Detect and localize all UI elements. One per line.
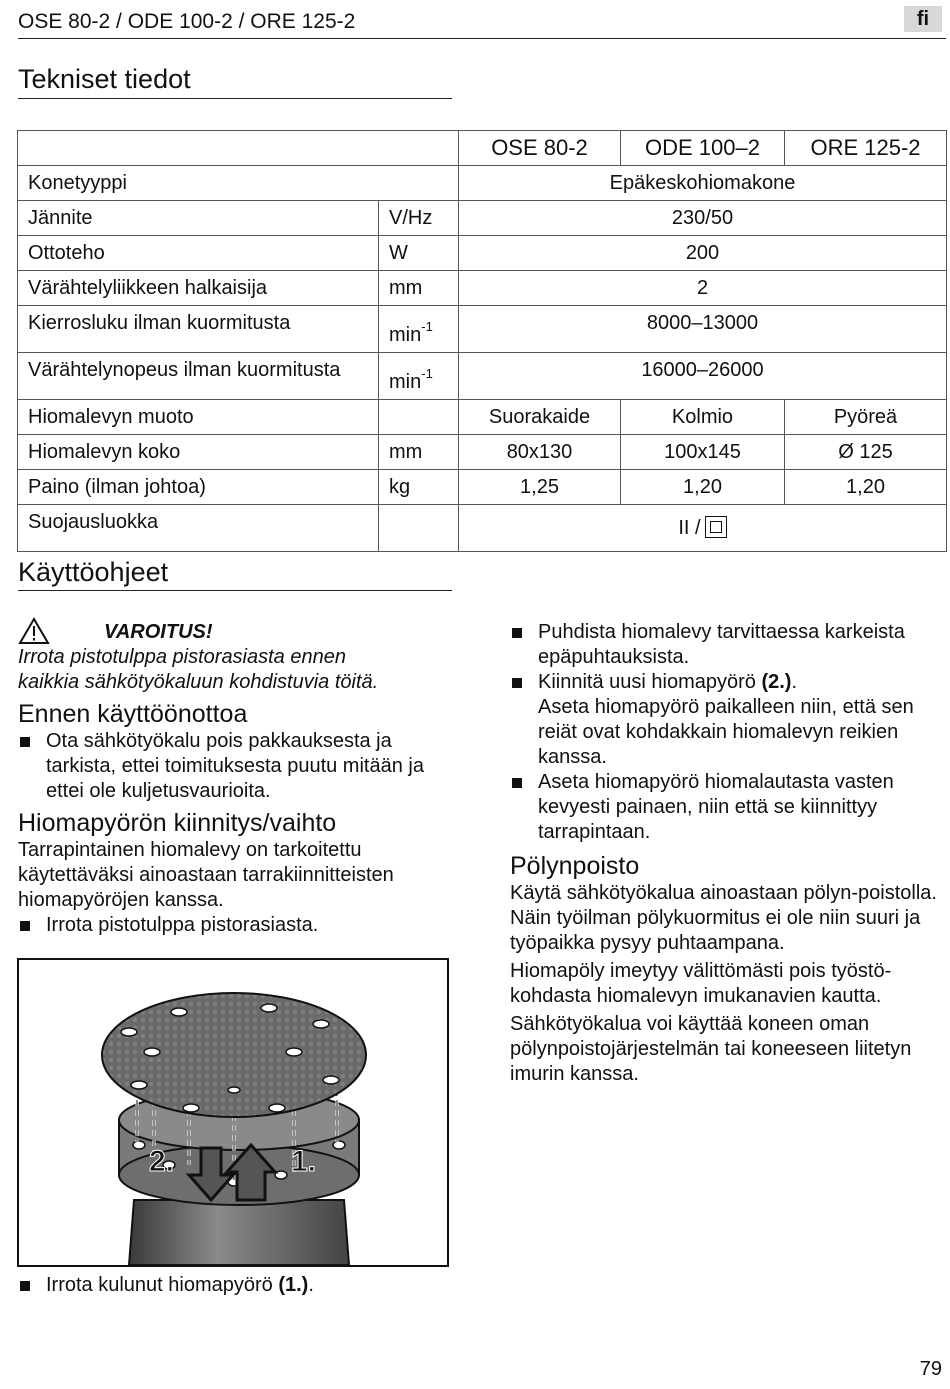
sanding-pad-figure bbox=[17, 958, 449, 1267]
table-row bbox=[18, 505, 947, 552]
header-rule bbox=[18, 38, 946, 39]
list-item bbox=[510, 670, 942, 770]
figure-step-label-1: 1. bbox=[291, 1145, 317, 1178]
row-unit bbox=[379, 505, 459, 552]
list-item: Puhdista hiomalevy tarvittaessa karkeista epäpuhtauksista. bbox=[510, 620, 942, 670]
table-header-empty bbox=[18, 131, 459, 166]
warning-text-line: Irrota pistotulppa pistorasiasta ennen bbox=[18, 646, 346, 668]
unit-sup: -1 bbox=[421, 318, 433, 334]
usage-title-rule bbox=[18, 590, 452, 591]
right-column bbox=[510, 620, 942, 1087]
warning-icon bbox=[18, 617, 50, 645]
left-column bbox=[18, 620, 448, 938]
row-unit: mm bbox=[379, 435, 459, 470]
protection-class-text: II / bbox=[678, 517, 701, 539]
row-unit: W bbox=[379, 236, 459, 271]
document-header-title: OSE 80-2 / ODE 100-2 / ORE 125-2 bbox=[18, 10, 356, 33]
model-header: ODE 100–2 bbox=[621, 131, 785, 166]
pad-change-title: Hiomapyörön kiinnitys/vaihto bbox=[18, 809, 337, 837]
row-value: Kolmio bbox=[621, 400, 785, 435]
table-row bbox=[18, 470, 947, 505]
row-value: 1,20 bbox=[621, 470, 785, 505]
row-value: 100x145 bbox=[621, 435, 785, 470]
row-value: 1,25 bbox=[459, 470, 621, 505]
row-value: 8000–13000 bbox=[459, 306, 947, 353]
table-row bbox=[18, 400, 947, 435]
row-label: Ottoteho bbox=[18, 236, 379, 271]
language-badge: fi bbox=[904, 6, 942, 32]
unit-base: min bbox=[389, 323, 422, 346]
usage-section-title: Käyttöohjeet bbox=[18, 557, 169, 587]
step-ref: (1.) bbox=[278, 1274, 309, 1296]
row-value: Pyöreä bbox=[785, 400, 947, 435]
row-unit bbox=[379, 353, 459, 400]
list-item: Ota sähkötyökalu pois pakkauksesta ja tarkista, ettei toimituksesta puutu mitään ja ettei ole kuljetusvaurioita. bbox=[18, 729, 448, 804]
row-unit: mm bbox=[379, 271, 459, 306]
row-label: Paino (ilman johtoa) bbox=[18, 470, 379, 505]
pad-intro-text: Tarrapintainen hiomalevy on tarkoitettu käytettäväksi ainoastaan tarrakiinnitteisten hiomapyöröjen kanssa. bbox=[18, 839, 394, 911]
row-value: 1,20 bbox=[785, 470, 947, 505]
table-row bbox=[18, 201, 947, 236]
dust-extraction-title: Pölynpoisto bbox=[510, 852, 640, 880]
row-label: Värähtelynopeus ilman kuormitusta bbox=[18, 353, 379, 400]
list-item bbox=[18, 1273, 476, 1298]
list-item: Irrota pistotulppa pistorasiasta. bbox=[18, 913, 448, 938]
table-row bbox=[18, 271, 947, 306]
page-number: 79 bbox=[919, 1358, 942, 1380]
spec-title-rule bbox=[18, 98, 452, 99]
dust-paragraph: Hiomapöly imeytyy välittömästi pois työstö-kohdasta hiomalevyn imukanavien kautta. bbox=[510, 960, 892, 1007]
unit-sup: -1 bbox=[421, 365, 433, 381]
step-ref: (2.) bbox=[761, 671, 792, 693]
dust-paragraph: Käytä sähkötyökalua ainoastaan pölyn-poistolla. Näin työilman pölykuormitus ei ole niin suuri ja työpaikka pysyy puhtaampana. bbox=[510, 882, 937, 954]
row-value: Epäkeskohiomakone bbox=[459, 166, 947, 201]
row-label: Hiomalevyn koko bbox=[18, 435, 379, 470]
row-value: Ø 125 bbox=[785, 435, 947, 470]
warning-line bbox=[18, 620, 448, 645]
list-item-continuation: Aseta hiomapyörö paikalleen niin, että sen reiät ovat kohdakkain hiomalevyn reikien kanssa. bbox=[538, 696, 914, 768]
row-unit bbox=[379, 400, 459, 435]
row-label: Kierrosluku ilman kuormitusta bbox=[18, 306, 379, 353]
table-row bbox=[18, 435, 947, 470]
table-row bbox=[18, 353, 947, 400]
figure-step-label-2: 2. bbox=[149, 1145, 175, 1178]
warning-label: VAROITUS! bbox=[104, 621, 213, 643]
row-value bbox=[459, 505, 947, 552]
spec-section-title: Tekniset tiedot bbox=[18, 64, 191, 94]
row-unit: V/Hz bbox=[379, 201, 459, 236]
row-value: 230/50 bbox=[459, 201, 947, 236]
dust-paragraph: Sähkötyökalua voi käyttää koneen oman pölynpoistojärjestelmän tai koneeseen liitetyn imurin kanssa. bbox=[510, 1013, 912, 1085]
row-value: 2 bbox=[459, 271, 947, 306]
row-value: 80x130 bbox=[459, 435, 621, 470]
row-label: Suojausluokka bbox=[18, 505, 379, 552]
row-value: 16000–26000 bbox=[459, 353, 947, 400]
row-unit bbox=[379, 306, 459, 353]
model-header: ORE 125-2 bbox=[785, 131, 947, 166]
warning-text-line: kaikkia sähkötyökaluun kohdistuvia töitä. bbox=[18, 671, 379, 693]
row-value: Suorakaide bbox=[459, 400, 621, 435]
row-label: Hiomalevyn muoto bbox=[18, 400, 379, 435]
table-header-row bbox=[18, 131, 947, 166]
sanding-pad-illustration bbox=[19, 960, 447, 1265]
unit-base: min bbox=[389, 370, 422, 393]
list-item-text: Irrota kulunut hiomapyörö bbox=[46, 1274, 279, 1296]
table-row bbox=[18, 306, 947, 353]
before-use-title: Ennen käyttöönottoa bbox=[18, 700, 248, 728]
double-insulation-icon bbox=[705, 516, 727, 538]
list-item: Aseta hiomapyörö hiomalautasta vasten kevyesti painaen, niin että se kiinnittyy tarrapintaan. bbox=[510, 770, 942, 845]
model-header: OSE 80-2 bbox=[459, 131, 621, 166]
row-label: Värähtelyliikkeen halkaisija bbox=[18, 271, 379, 306]
spec-table bbox=[17, 130, 947, 552]
list-item-text: Kiinnitä uusi hiomapyörö bbox=[538, 671, 762, 693]
list-item-end: . bbox=[308, 1274, 314, 1296]
table-row bbox=[18, 236, 947, 271]
table-row bbox=[18, 166, 947, 201]
row-label: Konetyyppi bbox=[18, 166, 459, 201]
row-label: Jännite bbox=[18, 201, 379, 236]
list-item-end: . bbox=[791, 671, 798, 693]
row-value: 200 bbox=[459, 236, 947, 271]
row-unit: kg bbox=[379, 470, 459, 505]
